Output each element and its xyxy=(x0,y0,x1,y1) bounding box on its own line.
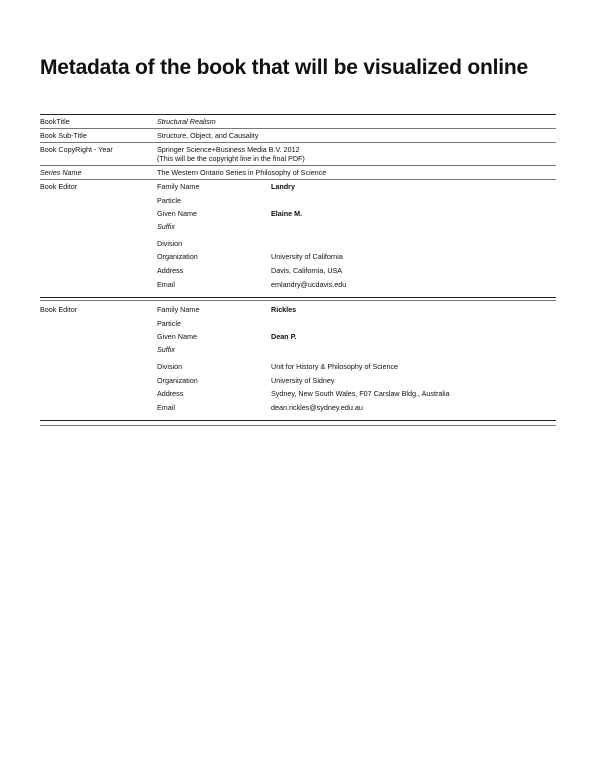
editor-1-organization: University of California xyxy=(271,252,343,261)
row-divider xyxy=(40,165,556,166)
book-title-label: BookTitle xyxy=(40,117,70,126)
book-subtitle-value: Structure, Object, and Causality xyxy=(157,131,259,140)
editor-2-given-name: Dean P. xyxy=(271,332,297,341)
editor-1-address: Davis, California, USA xyxy=(271,266,343,275)
table-bottom-rule xyxy=(40,420,556,421)
table-bottom-rule xyxy=(40,425,556,426)
editor-2-email-label: Email xyxy=(157,403,175,412)
editor-1-suffix-label: Suffix xyxy=(157,222,175,231)
book-title-value: Structural Realism xyxy=(157,117,216,126)
editor-2-organization-label: Organization xyxy=(157,376,198,385)
editor-2-address: Sydney, New South Wales, F07 Carslaw Bldg., Australia xyxy=(271,389,450,398)
editor-1-label: Book Editor xyxy=(40,182,78,191)
editor-2-address-label: Address xyxy=(157,389,184,398)
section-divider xyxy=(40,300,556,301)
row-divider xyxy=(40,128,556,129)
editor-1-division-label: Division xyxy=(157,239,183,248)
editor-1-given-name-label: Given Name xyxy=(157,209,197,218)
row-divider xyxy=(40,179,556,180)
section-divider xyxy=(40,297,556,298)
series-name-value: The Western Ontario Series in Philosophy of Science xyxy=(157,168,327,177)
table-top-rule xyxy=(40,114,556,115)
editor-1-given-name: Elaine M. xyxy=(271,209,303,218)
book-copyright-value-line1: Springer Science+Business Media B.V. 2012 xyxy=(157,145,300,154)
editor-1-particle-label: Particle xyxy=(157,196,181,205)
series-name-label: Series Name xyxy=(40,168,82,177)
editor-1-organization-label: Organization xyxy=(157,252,198,261)
editor-2-division: Unit for History & Philosophy of Science xyxy=(271,362,399,371)
page-title: Metadata of the book that will be visualized online xyxy=(40,56,529,79)
editor-2-family-name-label: Family Name xyxy=(157,305,200,314)
editor-2-suffix-label: Suffix xyxy=(157,345,175,354)
row-divider xyxy=(40,142,556,143)
editor-2-family-name: Rickles xyxy=(271,305,297,314)
book-subtitle-label: Book Sub-Title xyxy=(40,131,87,140)
editor-2-label: Book Editor xyxy=(40,305,78,314)
editor-1-email: emlandry@ucdavis.edu xyxy=(271,280,347,289)
editor-1-family-name: Landry xyxy=(271,182,295,191)
book-copyright-label: Book CopyRight - Year xyxy=(40,145,113,154)
editor-1-email-label: Email xyxy=(157,280,175,289)
editor-2-given-name-label: Given Name xyxy=(157,332,197,341)
editor-2-organization: University of Sidney xyxy=(271,376,335,385)
book-copyright-value-line2: (This will be the copyright line in the final PDF) xyxy=(157,154,305,163)
editor-2-particle-label: Particle xyxy=(157,319,181,328)
editor-1-address-label: Address xyxy=(157,266,184,275)
editor-2-division-label: Division xyxy=(157,362,183,371)
editor-1-family-name-label: Family Name xyxy=(157,182,200,191)
editor-2-email: dean.rickles@sydney.edu.au xyxy=(271,403,363,412)
